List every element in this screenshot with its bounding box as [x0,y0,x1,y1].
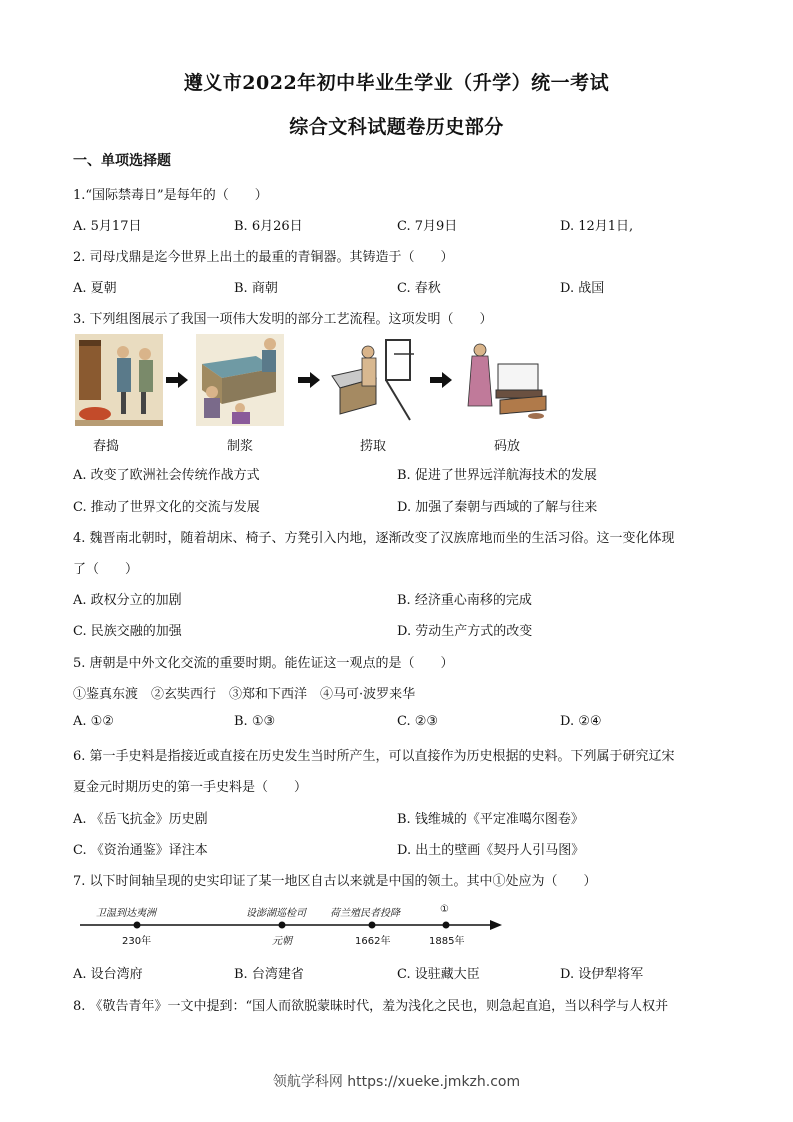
question-2-option-c: C. 春秋 [397,281,441,296]
question-1-option-a: A. 5月17日 [73,219,142,234]
pounding-illustration [75,334,163,426]
stacking-illustration [460,334,548,426]
question-2-option-a: A. 夏朝 [73,281,117,296]
question-7-option-b: B. 台湾建省 [234,967,304,982]
question-4-option-c: C. 民族交融的加强 [73,624,182,639]
timeline [78,900,508,950]
timeline-event-4: ① [440,904,449,915]
question-7-option-c: C. 设驻藏大臣 [397,967,480,982]
timeline-date-4: 1885年 [429,936,465,947]
timeline-point-4 [443,922,450,929]
question-5-items: ①鉴真东渡 ②玄奘西行 ③郑和下西洋 ④马可·波罗来华 [73,687,416,702]
question-7-option-a: A. 设台湾府 [73,967,143,982]
timeline-point-2 [279,922,286,929]
question-6-stem-line1: 6. 第一手史料是指接近或直接在历史发生当时所产生，可以直接作为历史根据的史料。下列属于研究辽宋 [73,749,675,764]
question-4-option-d: D. 劳动生产方式的改变 [397,624,533,639]
arrow-right-icon [166,372,188,388]
timeline-date-3: 1662年 [355,936,391,947]
question-6-option-a: A. 《岳飞抗金》历史剧 [73,812,208,827]
timeline-point-3 [369,922,376,929]
question-1-option-d: D. 12月1日, [560,219,634,234]
timeline-event-1: 卫温到达夷洲 [96,908,156,919]
scooping-illustration [328,334,416,426]
timeline-point-1 [134,922,141,929]
exam-title: 遵义市2022年初中毕业生学业（升学）统一考试 [183,72,610,94]
timeline-event-2: 设澎湖巡检司 [246,908,306,919]
question-5-option-d: D. ②④ [560,714,602,729]
question-4-option-b: B. 经济重心南移的完成 [397,593,532,608]
question-5-stem: 5. 唐朝是中外文化交流的重要时期。能佐证这一观点的是（ ） [73,656,454,671]
arrow-right-icon [430,372,452,388]
question-6-option-d: D. 出土的壁画《契丹人引马图》 [397,843,585,858]
step-label-stacking: 码放 [494,439,521,454]
question-1-option-c: C. 7月9日 [397,219,458,234]
question-5-option-b: B. ①③ [234,714,276,729]
question-3-stem: 3. 下列组图展示了我国一项伟大发明的部分工艺流程。这项发明（ ） [73,312,493,327]
exam-subtitle: 综合文科试题卷历史部分 [289,116,504,138]
question-3-option-c: C. 推动了世界文化的交流与发展 [73,500,260,515]
question-4-stem-line1: 4. 魏晋南北朝时，随着胡床、椅子、方凳引入内地，逐渐改变了汉族席地而坐的生活习俗。这一变化体现 [73,531,675,546]
question-5-option-a: A. ①② [73,714,114,729]
question-1-stem: 1.“国际禁毒日”是每年的（ ） [73,188,268,203]
question-6-option-c: C. 《资治通鉴》译注本 [73,843,208,858]
timeline-date-1: 230年 [122,936,152,947]
step-label-scooping: 捞取 [360,439,387,454]
question-5-option-c: C. ②③ [397,714,439,729]
question-2-stem: 2. 司母戊鼎是迄今世界上出土的最重的青铜器。其铸造于（ ） [73,250,454,265]
question-8-stem: 8. 《敬告青年》一文中提到：“国人而欲脱蒙昧时代，羞为浅化之民也，则急起直追，当以科学与人权并 [73,999,669,1014]
question-6-option-b: B. 钱维城的《平定准噶尔图卷》 [397,812,584,827]
pulping-illustration [196,334,284,426]
question-3-option-a: A. 改变了欧洲社会传统作战方式 [73,468,260,483]
footer-watermark: 领航学科网 https://xueke.jmkzh.com [272,1074,521,1090]
question-7-stem: 7. 以下时间轴呈现的史实印证了某一地区自古以来就是中国的领土。其中①处应为（ ） [73,874,597,889]
question-7-option-d: D. 设伊犁将军 [560,967,644,982]
timeline-event-3: 荷兰殖民者投降 [330,908,400,919]
question-6-stem-line2: 夏金元时期历史的第一手史料是（ ） [73,780,308,795]
question-2-option-b: B. 商朝 [234,281,278,296]
step-label-pulping: 制浆 [227,439,254,454]
step-label-pounding: 舂捣 [93,439,120,454]
question-4-stem-line2: 了（ ） [73,562,139,577]
section-heading: 一、单项选择题 [73,153,171,169]
timeline-date-2: 元朝 [272,936,292,947]
question-3-option-b: B. 促进了世界远洋航海技术的发展 [397,468,597,483]
question-1-option-b: B. 6月26日 [234,219,303,234]
arrow-right-icon [298,372,320,388]
question-3-option-d: D. 加强了秦朝与西域的了解与往来 [397,500,598,515]
question-4-option-a: A. 政权分立的加剧 [73,593,182,608]
question-2-option-d: D. 战国 [560,281,605,296]
